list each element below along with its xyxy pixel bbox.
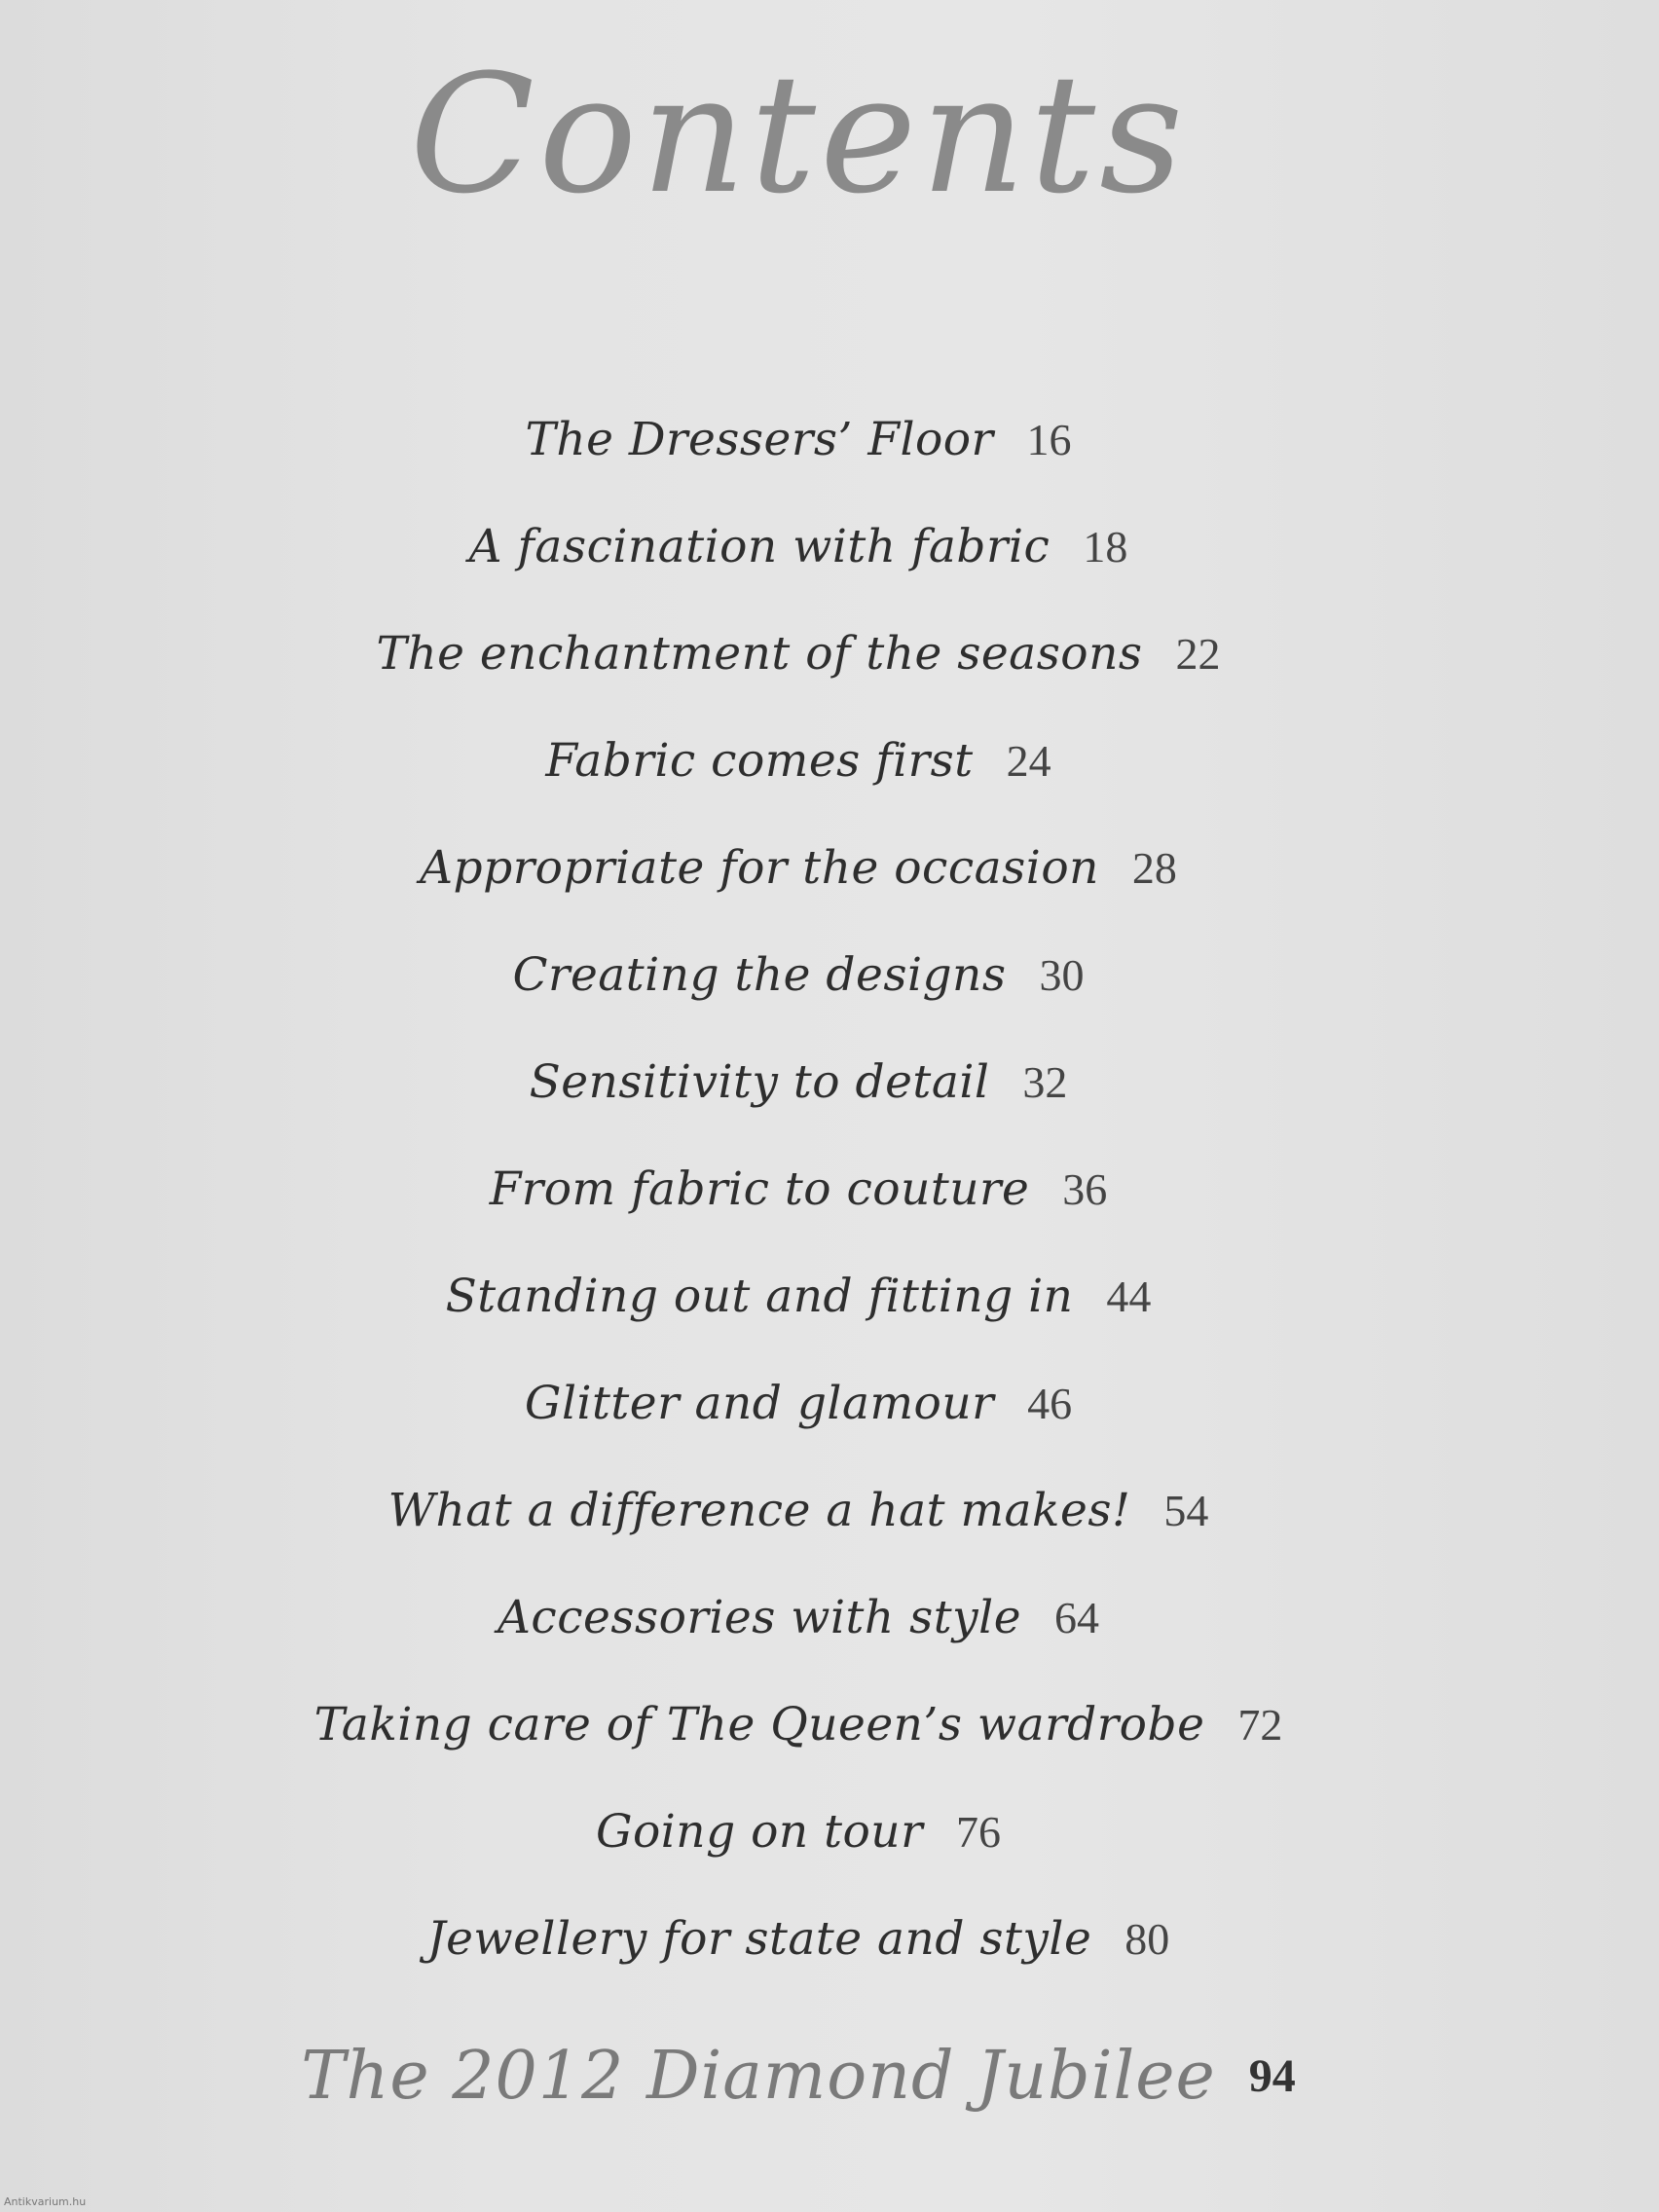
toc-entry-standing-out-fitting-in[interactable] (0, 1242, 1597, 1349)
toc-entry-page: 36 (1062, 1163, 1108, 1214)
toc-entry-page: 32 (1022, 1056, 1068, 1107)
toc-entry-glitter-and-glamour[interactable] (0, 1349, 1597, 1456)
table-of-contents (0, 386, 1597, 2154)
toc-entry-fascination-with-fabric[interactable] (0, 493, 1597, 600)
toc-entry-page: 72 (1237, 1699, 1283, 1750)
toc-entry-title: Taking care of The Queen’s wardrobe (313, 1697, 1205, 1751)
toc-entry-title: What a difference a hat makes! (387, 1483, 1131, 1537)
toc-entry-appropriate-for-occasion[interactable] (0, 814, 1597, 921)
toc-entry-jewellery-state-style[interactable] (0, 1885, 1597, 1992)
toc-entry-title: Fabric comes first (545, 733, 974, 788)
toc-entry-fabric-to-couture[interactable] (0, 1135, 1597, 1242)
toc-entry-title: From fabric to couture (489, 1161, 1030, 1216)
toc-entry-title: The Dressers’ Floor (525, 412, 994, 466)
toc-entry-page: 64 (1054, 1592, 1100, 1642)
toc-entry-hat-makes-difference[interactable] (0, 1456, 1597, 1564)
toc-entry-page: 44 (1106, 1271, 1152, 1321)
toc-entry-title: Glitter and glamour (524, 1376, 995, 1430)
toc-entry-page: 30 (1039, 949, 1085, 1000)
toc-entry-page: 80 (1124, 1913, 1170, 1964)
toc-entry-enchantment-of-seasons[interactable] (0, 600, 1597, 707)
toc-entry-title: Creating the designs (512, 947, 1007, 1002)
toc-entry-page: 28 (1131, 842, 1177, 893)
toc-entry-page: 18 (1083, 521, 1128, 571)
toc-entry-page: 16 (1026, 414, 1072, 464)
toc-entry-title: Appropriate for the occasion (420, 840, 1099, 895)
toc-entry-creating-designs[interactable] (0, 921, 1597, 1028)
page-title: Contents (409, 39, 1188, 230)
toc-entry-dressers-floor[interactable] (0, 386, 1597, 493)
toc-entry-page: 54 (1163, 1485, 1209, 1535)
toc-entry-page: 46 (1027, 1378, 1073, 1428)
toc-featured-page: 94 (1248, 2049, 1296, 2102)
toc-entry-sensitivity-to-detail[interactable] (0, 1028, 1597, 1135)
toc-entry-page: 76 (956, 1806, 1002, 1857)
toc-entry-title: The enchantment of the seasons (376, 626, 1143, 681)
toc-entry-going-on-tour[interactable] (0, 1778, 1597, 1885)
toc-entry-title: Jewellery for state and style (426, 1911, 1092, 1966)
toc-entry-title: A fascination with fabric (468, 519, 1051, 573)
toc-featured-title: The 2012 Diamond Jubilee (301, 2037, 1216, 2115)
toc-entry-title: Going on tour (595, 1804, 924, 1859)
watermark-text: Antikvarium.hu (4, 2195, 87, 2208)
toc-entry-page: 24 (1006, 735, 1051, 786)
toc-entry-page: 22 (1175, 628, 1221, 679)
toc-entry-queens-wardrobe[interactable] (0, 1671, 1597, 1778)
toc-entry-title: Sensitivity to detail (529, 1054, 990, 1109)
toc-entry-accessories-with-style[interactable] (0, 1564, 1597, 1671)
toc-entry-diamond-jubilee[interactable] (0, 1998, 1597, 2154)
toc-entry-fabric-comes-first[interactable] (0, 707, 1597, 814)
toc-entry-title: Standing out and fitting in (445, 1269, 1074, 1323)
toc-entry-title: Accessories with style (497, 1590, 1022, 1644)
